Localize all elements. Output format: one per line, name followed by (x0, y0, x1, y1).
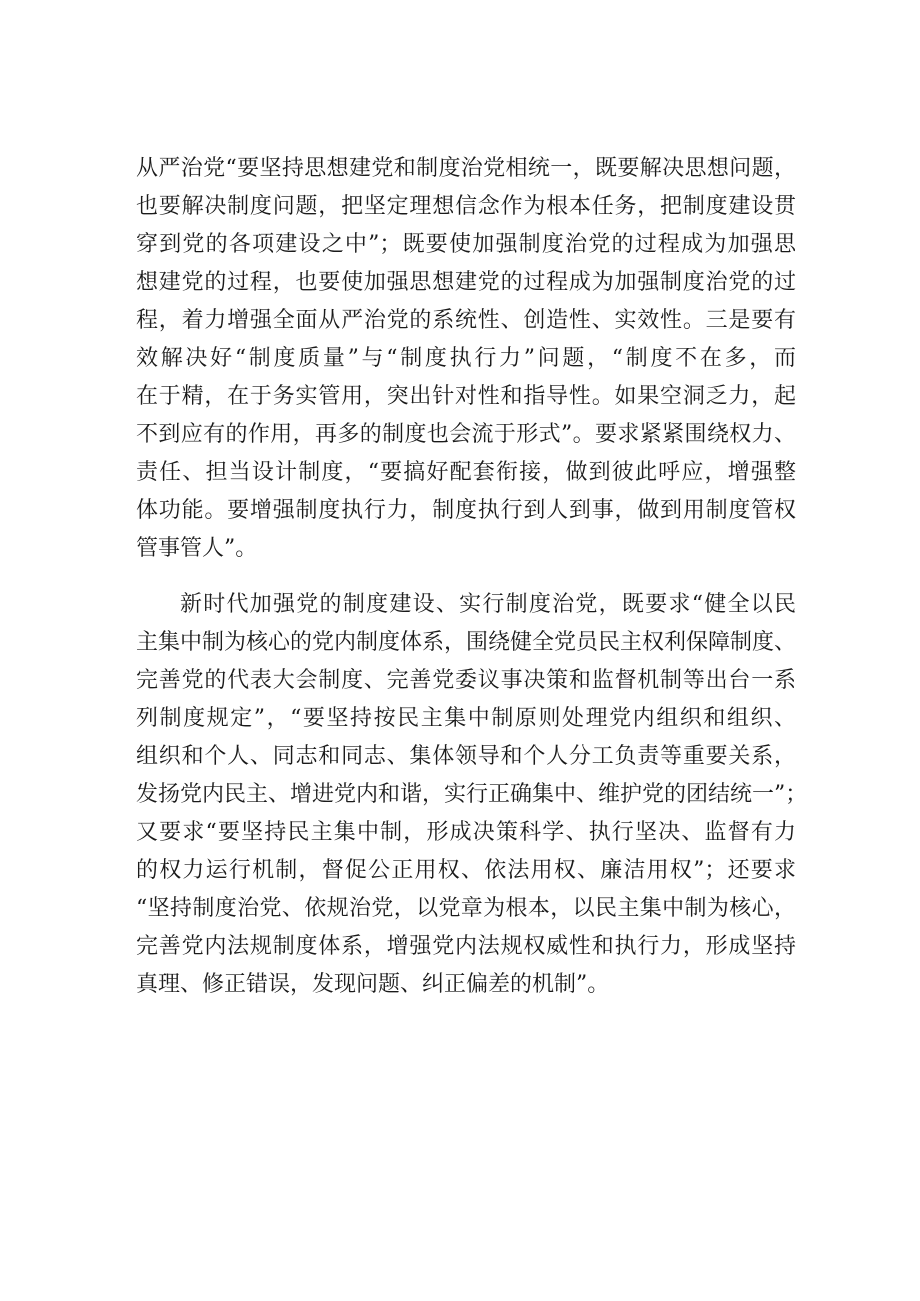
paragraph-2-line-6: 发扬党内民主、增进党内和谐，实行正确集中、维护党的团结统一”； (136, 782, 808, 807)
paragraph-1-line-1: 从严治党“要坚持思想建党和制度治党相统一，既要解决思想问题， (136, 156, 796, 181)
paragraph-1-line-11: 管事管人”。 (136, 536, 258, 561)
paragraph-1-line-4: 想建党的过程，也要使加强思想建党的过程成为加强制度治党的过 (136, 270, 796, 295)
paragraph-1 (136, 150, 796, 568)
paragraph-2-line-5: 组织和个人、同志和同志、集体领导和个人分工负责等重要关系， (136, 744, 796, 769)
paragraph-2-line-7: 又要求“要坚持民主集中制，形成决策科学、执行坚决、监督有力 (136, 820, 796, 845)
paragraph-1-line-2: 也要解决制度问题，把坚定理想信念作为根本任务，把制度建设贯 (136, 194, 796, 219)
paragraph-1-line-10: 体功能。要增强制度执行力，制度执行到人到事，做到用制度管权 (136, 498, 796, 523)
paragraph-1-line-8: 不到应有的作用，再多的制度也会流于形式”。要求紧紧围绕权力、 (136, 422, 796, 447)
paragraph-1-line-5: 程，着力增强全面从严治党的系统性、创造性、实效性。三是要有 (136, 308, 796, 333)
paragraph-2-line-2: 主集中制为核心的党内制度体系，围绕健全党员民主权利保障制度、 (136, 630, 797, 655)
paragraph-1-line-7: 在于精，在于务实管用，突出针对性和指导性。如果空洞乏力，起 (136, 384, 796, 409)
paragraph-gap (136, 568, 796, 586)
paragraph-2-line-8: 的权力运行机制，督促公正用权、依法用权、廉洁用权”；还要求 (136, 858, 796, 883)
paragraph-2-line-9: “坚持制度治党、依规治党，以党章为根本，以民主集中制为核心， (136, 896, 796, 921)
paragraph-2-line-1: 新时代加强党的制度建设、实行制度治党，既要求“健全以民 (180, 592, 796, 617)
paragraph-1-line-6: 效解决好“制度质量”与“制度执行力”问题，“制度不在多，而 (136, 346, 796, 371)
paragraph-2-line-4: 列制度规定”，“要坚持按民主集中制原则处理党内组织和组织、 (136, 706, 796, 731)
paragraph-2-line-11: 真理、修正错误，发现问题、纠正偏差的机制”。 (136, 972, 610, 997)
paragraph-1-line-9: 责任、担当设计制度，“要搞好配套衔接，做到彼此呼应，增强整 (136, 460, 796, 485)
document-body (136, 150, 808, 1004)
paragraph-2 (136, 586, 808, 1004)
paragraph-1-line-3: 穿到党的各项建设之中”；既要使加强制度治党的过程成为加强思 (136, 232, 796, 257)
paragraph-2-line-10: 完善党内法规制度体系，增强党内法规权威性和执行力，形成坚持 (136, 934, 796, 959)
paragraph-2-line-3: 完善党的代表大会制度、完善党委议事决策和监督机制等出台一系 (136, 668, 796, 693)
